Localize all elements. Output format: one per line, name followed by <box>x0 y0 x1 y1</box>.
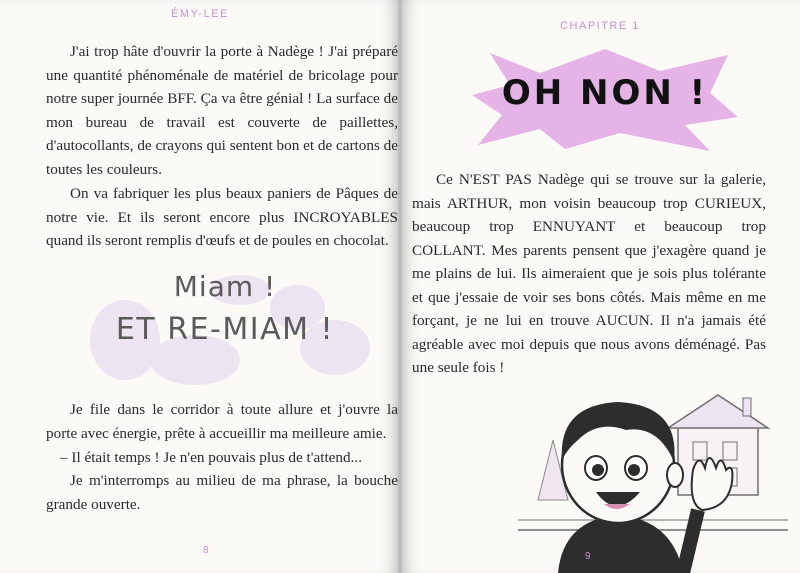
dialogue-line: – Il était temps ! Je n'en pouvais plus de t'attend... <box>60 449 362 466</box>
paragraph-2: On va fabriquer les plus beaux paniers de Pâques de notre vie. Et ils seront encore plus INCROYABLES quand ils seront remplis d'œufs et de poules en chocolat. <box>46 185 398 249</box>
paragraph-1: J'ai trop hâte d'ouvrir la porte à Nadège ! J'ai préparé une quantité phénoménale de matériel de bricolage pour notre super journée BFF. Ça va être génial ! La surface de mon bureau de travail est couverte de paillettes, d'autocollants, de crayons qui sentent bon et de cartons de toutes les couleurs. <box>46 43 398 178</box>
paragraph-4: Je m'interromps au milieu de ma phrase, la bouche grande ouverte. <box>46 472 398 513</box>
running-head-right: CHAPITRE 1 <box>560 20 640 32</box>
paragraph-right: Ce N'EST PAS Nadège qui se trouve sur la galerie, mais ARTHUR, mon voisin beaucoup trop CURIEUX, beaucoup trop ENNUYANT et beaucoup trop COLLANT. Mes parents pensent que j'exagère quand je me plains de lui. Ils aimeraient que je sois plus tolérante et que j'essaie de voir ses bons côtés. Mais même en me forçant, je ne lui en trouve AUCUN. Il n'a jamais été agréable avec moi depuis que nous avons déménagé. Pas une seule fois ! <box>412 171 766 376</box>
chapter-title: OH NON ! <box>501 73 709 113</box>
book-gutter <box>398 0 402 573</box>
exclamation-line-1: Miam ! <box>173 270 277 303</box>
exclamation-block <box>60 270 390 390</box>
page-number-right: 9 <box>585 551 591 562</box>
running-head-left: ÉMY-LEE <box>171 8 229 20</box>
exclamation-line-2: ET RE-MIAM ! <box>115 312 335 347</box>
chapter-title-burst <box>470 45 740 155</box>
right-page <box>400 0 800 573</box>
page-number-left: 8 <box>203 545 209 556</box>
paragraph-3: Je file dans le corridor à toute allure et j'ouvre la porte avec énergie, prête à accueillir ma meilleure amie. <box>46 401 398 442</box>
boy-waving-illustration <box>518 380 788 573</box>
